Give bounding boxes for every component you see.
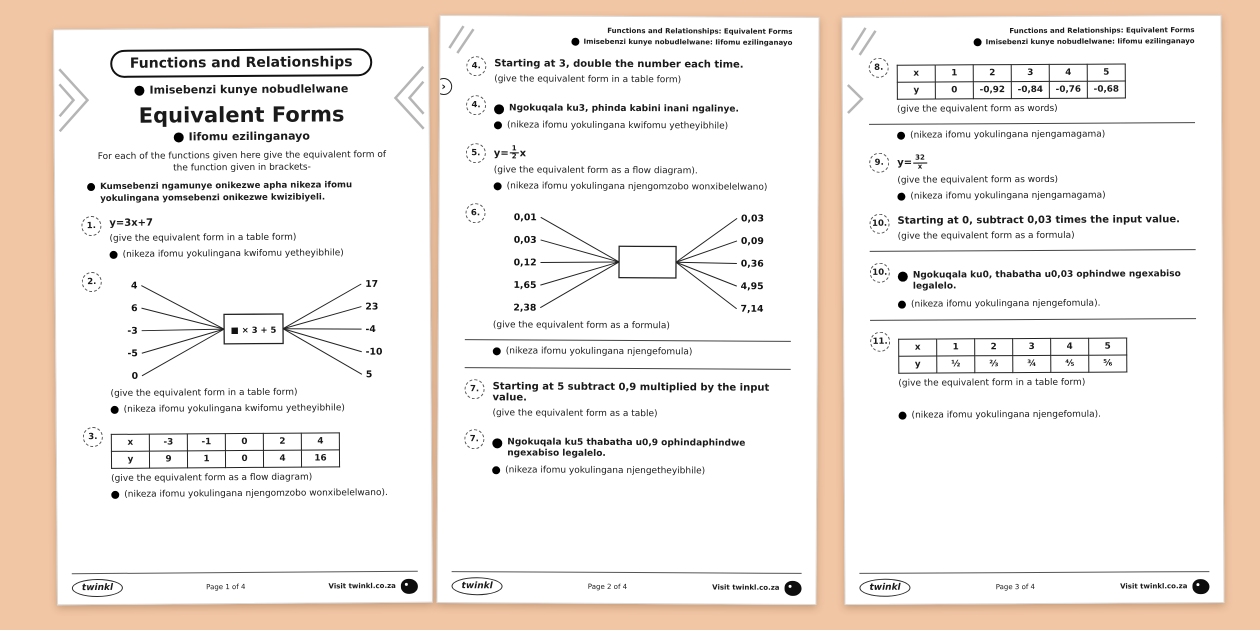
page-footer (72, 571, 418, 597)
question-number: 7. (465, 379, 485, 399)
question-10-xh (870, 261, 1196, 310)
question-prompt: (give the equivalent form in a table form) (109, 232, 297, 244)
table-cell: 4 (1049, 64, 1087, 81)
subtitle-translated (80, 82, 402, 97)
translation-icon (899, 412, 907, 420)
translation-icon (897, 193, 905, 201)
visit-link: Visit twinkl.co.za (712, 580, 801, 595)
flow-diagram (493, 208, 779, 317)
question-10-en (869, 212, 1195, 242)
table-cell: 3 (1011, 64, 1049, 81)
question-prompt-translated: (nikeza ifomu yokulingana njengefomula) (493, 347, 791, 360)
flow-input: 1,65 (513, 280, 537, 292)
question-11 (870, 330, 1196, 389)
question-7-en (464, 379, 790, 420)
question-prompt-translated: (nikeza ifomu yokulingana njengamagama) (897, 190, 1195, 203)
subtitle-translated-label: Imisebenzi kunye nobudlelwane (149, 82, 349, 97)
table-cell: -0,76 (1049, 81, 1087, 98)
twinkl-bird-icon (1192, 579, 1209, 594)
visit-link: Visit twinkl.co.za (328, 578, 417, 594)
question-4-en (466, 56, 792, 86)
question-text: Starting at 5 subtract 0,9 multiplied by the input value. (492, 380, 770, 404)
translation-icon (571, 38, 579, 46)
question-prompt-translated: (nikeza ifomu yokulingana kwifomu yetheyibhile) (110, 248, 404, 261)
header-title: Functions and Relationships: Equivalent Forms (607, 26, 793, 36)
flow-input: 4 (130, 280, 138, 292)
question-prompt: (give the equivalent form as a formula) (897, 230, 1075, 242)
flow-output: 0,03 (741, 213, 765, 225)
table-cell: 1 (937, 339, 975, 356)
translation-icon (974, 38, 982, 46)
question-1 (81, 214, 403, 261)
translation-icon (898, 300, 906, 308)
flow-diagram (110, 274, 396, 384)
flow-input: 6 (131, 303, 138, 315)
table-cell: 1 (187, 451, 225, 468)
twinkl-logo: twinkl (72, 579, 123, 597)
flow-output: 0,36 (740, 258, 764, 271)
table-cell: ⅘ (1051, 355, 1089, 372)
question-prompt: (give the equivalent form as a flow diagram) (111, 472, 313, 485)
table-cell: ½ (937, 356, 975, 373)
flow-output: 23 (365, 301, 379, 313)
rule-label: ■ × 3 + 5 (230, 324, 277, 335)
question-text: Starting at 3, double the number each time. (494, 58, 744, 71)
question-2 (82, 270, 405, 416)
table-cell: x (111, 434, 149, 451)
question-number: 4. (466, 95, 486, 115)
table-cell: 0 (935, 82, 973, 99)
flow-input: 0,03 (513, 235, 537, 247)
flow-input: 2,38 (513, 302, 537, 315)
question-prompt: (give the equivalent form in a table form) (110, 387, 298, 399)
translation-icon (111, 491, 119, 499)
question-prompt-translated: (nikeza ifomu yokulingana njengomzobo wonxibelelwano). (111, 488, 405, 501)
page-footer (859, 571, 1209, 597)
flow-output: 17 (365, 278, 379, 290)
translation-icon (134, 86, 144, 96)
flow-input: 0 (131, 370, 139, 382)
question-number: 6. (465, 204, 485, 224)
table-cell: 2 (973, 65, 1011, 82)
table-cell: 16 (301, 450, 339, 467)
question-number: 5. (466, 143, 486, 163)
question-prompt: (give the equivalent form in a table form) (898, 377, 1086, 389)
table-cell: 4 (263, 450, 301, 467)
flow-output: 7,14 (740, 304, 764, 316)
question-number: 1. (81, 216, 101, 236)
twinkl-bird-icon (401, 578, 418, 593)
table-cell: 4 (1051, 338, 1089, 355)
question-number: 10. (869, 214, 889, 234)
separator-line (870, 249, 1196, 252)
worksheet-page-3 (841, 15, 1224, 605)
question-prompt-translated: (nikeza ifomu yokulingana kwifomu yetheyibhile) (111, 403, 405, 416)
question-number: 4. (466, 56, 486, 76)
question-number: 7. (464, 429, 484, 449)
question-5 (466, 143, 792, 195)
twinkl-logo: twinkl (859, 579, 910, 597)
table-cell: -0,92 (973, 82, 1011, 99)
title-badge (110, 48, 373, 78)
table-cell: 1 (935, 65, 973, 82)
header-title: Functions and Relationships: Equivalent Forms (1009, 26, 1195, 36)
translation-icon (87, 183, 95, 191)
rule-box-empty (619, 247, 676, 279)
question-prompt-translated: (nikeza ifomu yokulingana njengamagama) (897, 129, 1195, 142)
table-cell: 5 (1089, 338, 1127, 355)
table-cell: 4 (301, 433, 339, 450)
translation-icon (897, 132, 905, 140)
translation-icon (111, 406, 119, 414)
question-prompt: (give the equivalent form as words) (896, 103, 1058, 115)
question-number: 11. (870, 332, 890, 352)
question-4-xh (466, 95, 792, 133)
translation-icon (898, 272, 908, 282)
question-text: Starting at 0, subtract 0,03 times the input value. (897, 214, 1180, 227)
twinkl-logo: twinkl (452, 577, 503, 595)
question-7-xh (464, 429, 790, 478)
page-title-translated-label: Iifomu ezilinganayo (188, 129, 310, 144)
table-cell: 2 (263, 433, 301, 450)
bird-eye (1196, 583, 1199, 586)
table-cell: -1 (187, 434, 225, 451)
question-prompt-translated: (nikeza ifomu yokulingana njengetheyibhile) (492, 465, 790, 478)
bird-eye (405, 582, 408, 585)
table-cell: y (897, 82, 935, 99)
flow-output: 5 (365, 369, 373, 381)
translation-icon (494, 122, 502, 130)
question-prompt-translated: (nikeza ifomu yokulingana njengomzobo wonxibelelwano) (494, 181, 792, 194)
table-cell: 2 (975, 339, 1013, 356)
question-text-translated: Ngokuqala ku3, phinda kabini inani ngalinye. (494, 103, 792, 116)
table-cell: 0 (225, 434, 263, 451)
translation-icon (492, 438, 502, 448)
table-cell: -0,84 (1011, 81, 1049, 98)
translation-icon (494, 104, 504, 114)
question-equation: y=3x+7 (109, 217, 154, 229)
question-text-translated: Ngokuqala ku0, thabatha u0,03 ophindwe ngexabiso legalelo. (898, 269, 1196, 293)
flow-output: -10 (365, 346, 383, 358)
question-number: 3. (83, 427, 103, 447)
header-title-translated: Imisebenzi kunye nobudlelwane: Iifomu ezilinganayo (466, 36, 792, 47)
question-prompt-translated: (nikeza ifomu yokulingana njengefomula). (899, 409, 1197, 422)
table-cell: y (899, 356, 937, 373)
question-equation: y= $\frac{32}{x}$ (897, 153, 1195, 170)
flow-output: 4,95 (740, 281, 764, 293)
translation-icon (494, 182, 502, 190)
worksheet-page-1 (53, 27, 433, 606)
question-prompt: (give the equivalent form as words) (897, 174, 1059, 186)
question-8 (869, 56, 1195, 115)
instructions-translated (87, 180, 397, 205)
arrow-circle-icon: › (436, 78, 452, 95)
question-prompt: (give the equivalent form as a flow diagram). (493, 165, 698, 177)
table-cell: ¾ (1013, 355, 1051, 372)
separator-line (465, 367, 791, 370)
page-header (466, 26, 792, 47)
question-text-translated: Ngokuqala ku5 thabatha u0,9 ophindaphindwe ngexabiso legalelo. (492, 437, 790, 461)
question-6 (465, 204, 792, 333)
translation-icon (492, 466, 500, 474)
table-cell: 0 (225, 451, 263, 468)
visit-link: Visit twinkl.co.za (1120, 579, 1209, 594)
function-table (898, 337, 1127, 373)
page-number: Page 1 of 4 (206, 582, 246, 592)
question-equation: y= $\frac{1}{2}$ x (493, 143, 527, 161)
function-table (897, 64, 1126, 100)
instructions: For each of the functions given here give the equivalent form of the function given in brackets- (97, 149, 387, 174)
page-title: Equivalent Forms (138, 102, 345, 128)
question-prompt-translated: (nikeza ifomu yokulingana kwifomu yetheyibhile) (494, 121, 792, 134)
translation-icon (174, 132, 184, 142)
page-title-translated (81, 129, 403, 144)
fraction: $\frac{1}{2}$ (511, 143, 517, 161)
question-number: 8. (869, 58, 889, 78)
question-prompt: (give the equivalent form as a table) (492, 407, 658, 419)
flow-input: -5 (127, 348, 138, 360)
translation-icon (110, 251, 118, 259)
flow-output: 0,09 (740, 236, 764, 248)
table-cell: x (897, 65, 935, 82)
bird-eye (789, 584, 792, 587)
page-number: Page 3 of 4 (995, 582, 1036, 592)
twinkl-bird-icon (785, 580, 802, 595)
question-prompt-translated: (nikeza ifomu yokulingana njengefomula). (898, 298, 1196, 311)
question-9 (869, 151, 1195, 203)
table-cell: -3 (149, 434, 187, 451)
question-number: 2. (82, 272, 102, 292)
flow-input: -3 (127, 325, 138, 337)
table-cell: 3 (1013, 338, 1051, 355)
question-number: 10. (870, 263, 890, 283)
question-3 (83, 425, 406, 501)
table-cell: y (111, 451, 149, 468)
fraction: $\frac{32}{x}$ (913, 155, 927, 171)
question-prompt: (give the equivalent form as a formula) (492, 320, 670, 332)
flow-output: -4 (365, 323, 376, 336)
page-footer (452, 571, 802, 597)
question-prompt: (give the equivalent form in a table form) (494, 74, 682, 86)
page-header (869, 26, 1195, 47)
page-number: Page 2 of 4 (587, 582, 628, 591)
table-cell: -0,68 (1087, 81, 1125, 98)
flow-input: 0,12 (513, 257, 537, 269)
header-title-translated: Imisebenzi kunye nobudlelwane: Iifomu ezilinganayo (869, 36, 1195, 47)
table-cell: x (899, 339, 937, 356)
instructions-translated-label: Kumsebenzi ngamunye onikezwe apha nikeza ifomu yokulingana yomsebenzi onikezwe kwizibiyeli. (100, 180, 353, 204)
table-cell: 5 (1087, 64, 1125, 81)
function-table (111, 433, 340, 470)
separator-line (869, 122, 1195, 125)
separator-line (465, 340, 791, 343)
table-cell: ⅔ (975, 356, 1013, 373)
worksheet-page-2 (436, 15, 819, 605)
badge-label: Functions and Relationships (129, 54, 353, 72)
table-cell: ⅚ (1089, 355, 1127, 372)
translation-icon (493, 348, 501, 356)
table-cell: 9 (149, 451, 187, 468)
flow-input: 0,01 (513, 212, 537, 224)
separator-line (870, 318, 1196, 321)
question-number: 9. (869, 153, 889, 173)
